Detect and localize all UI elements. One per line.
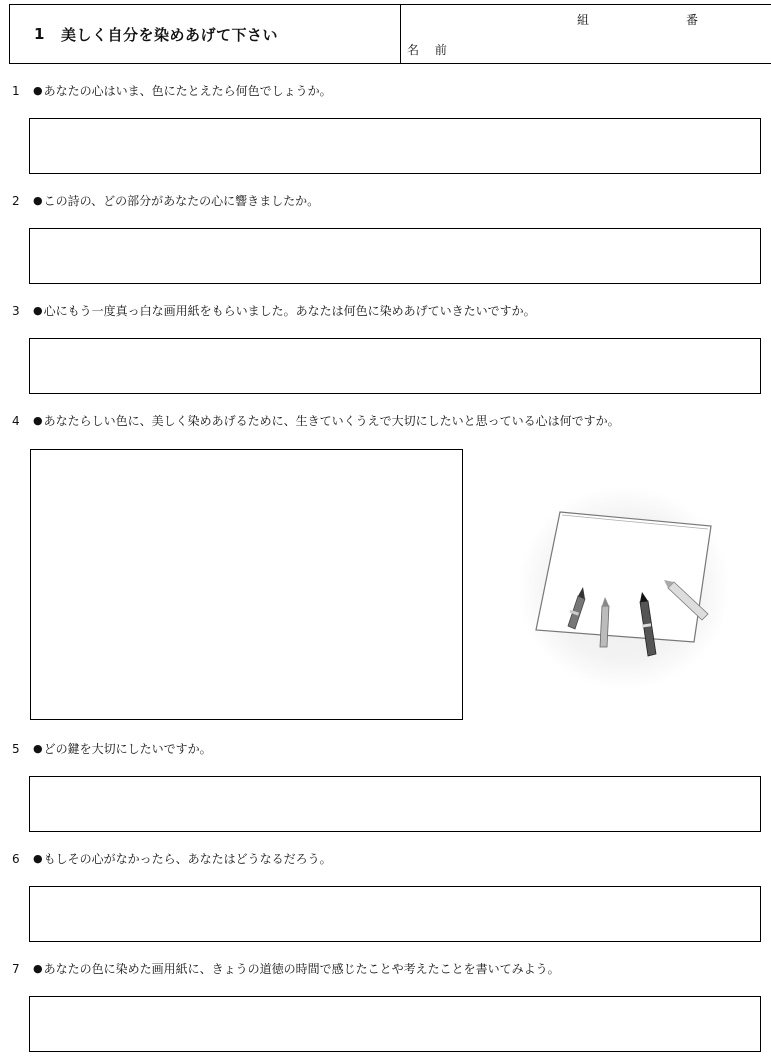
question-number: 3	[12, 303, 20, 318]
bullet: ●	[33, 742, 43, 755]
bullet: ●	[33, 84, 43, 97]
answer-box-1[interactable]	[29, 118, 761, 174]
question-1	[12, 82, 332, 99]
answer-box-4[interactable]	[30, 449, 463, 720]
question-number: 4	[12, 413, 20, 428]
answer-box-3[interactable]	[29, 338, 761, 394]
question-text: もしその心がなかったら、あなたはどうなるだろう。	[43, 852, 332, 866]
bullet: ●	[33, 414, 43, 427]
class-label: 組	[577, 13, 590, 27]
answer-box-2[interactable]	[29, 228, 761, 284]
bullet: ●	[33, 852, 43, 865]
question-2	[12, 192, 319, 209]
answer-box-7[interactable]	[29, 996, 761, 1052]
bullet: ●	[33, 304, 43, 317]
name-label: 名 前	[407, 43, 453, 57]
question-number: 6	[12, 851, 20, 866]
question-number: 1	[12, 83, 20, 98]
answer-box-5[interactable]	[29, 776, 761, 832]
question-text: あなたらしい色に、美しく染めあげるために、生きていくうえで大切にしたいと思っている心は何ですか。	[43, 414, 620, 428]
worksheet-header	[9, 4, 771, 64]
title-number: 1	[34, 25, 45, 43]
question-5	[12, 740, 212, 757]
question-number: 5	[12, 741, 20, 756]
question-number: 2	[12, 193, 20, 208]
question-4	[12, 412, 620, 429]
answer-box-6[interactable]	[29, 886, 761, 942]
number-label: 番	[686, 13, 699, 27]
paper-sheet	[536, 512, 711, 642]
title-cell	[10, 5, 401, 63]
bullet: ●	[33, 194, 43, 207]
question-3	[12, 302, 536, 319]
question-text: どの鍵を大切にしたいですか。	[43, 742, 212, 756]
page-title: 美しく自分を染めあげて下さい	[60, 25, 278, 44]
question-text: この詩の、どの部分があなたの心に響きましたか。	[43, 194, 320, 208]
question-text: あなたの心はいま、色にたとえたら何色でしょうか。	[43, 84, 332, 98]
student-info-cell	[401, 5, 771, 63]
question-text: あなたの色に染めた画用紙に、きょうの道徳の時間で感じたことや考えたことを書いてみよう。	[43, 962, 560, 976]
crayons-on-paper-icon	[518, 484, 730, 692]
question-text: 心にもう一度真っ白な画用紙をもらいました。あなたは何色に染めあげていきたいですか。	[43, 304, 536, 318]
bullet: ●	[33, 962, 43, 975]
question-6	[12, 850, 332, 867]
question-number: 7	[12, 961, 20, 976]
question-7	[12, 960, 560, 977]
